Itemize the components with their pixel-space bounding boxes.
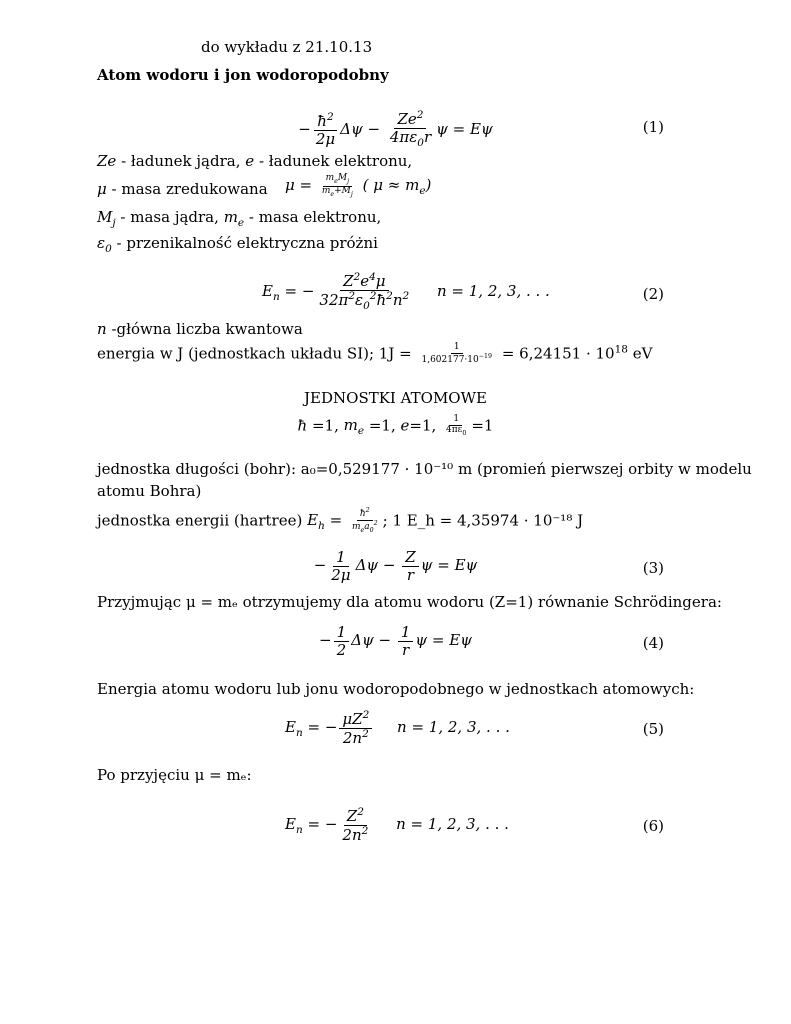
equation-3-number: (3)	[642, 559, 664, 577]
equation-5-number: (5)	[642, 720, 664, 738]
after-text: Po przyjęciu μ = mₑ:	[97, 766, 252, 784]
energy-atomic-text: Energia atomu wodoru lub jonu wodoropodobnego w jednostkach atomowych:	[97, 680, 695, 698]
equation-1-number: (1)	[642, 118, 664, 136]
def-eps: $\varepsilon_0$ - przenikalność elektryczna próżni	[97, 234, 378, 255]
equation-6: $E_n$ = − $\frac{Z^2}{2n^2}$ n = 1, 2, 3, . . .	[285, 806, 509, 844]
equation-4-number: (4)	[642, 634, 664, 652]
def-mj: $M_j$ - masa jądra, $m_e$ - masa elektronu,	[97, 208, 382, 229]
equation-6-number: (6)	[642, 817, 664, 835]
energy-si-line: energia w J (jednostkach układu SI); 1J = $\frac{1}{1,602177\cdot 10^{-19}}$ = $6,24151 \cdot 10^{18}$ eV	[97, 342, 653, 365]
equation-4: − $\frac{1}{2}$ Δψ − $\frac{1}{r}$ ψ = Eψ	[319, 623, 472, 659]
assumption-text: Przyjmując μ = mₑ otrzymujemy dla atomu wodoru (Z=1) równanie Schrödingera:	[97, 593, 722, 611]
equation-1: − $\frac{ħ^2}{2\mu}$ Δψ − $\frac{Ze^2}{4\pi\varepsilon_0r}$ ψ = Eψ	[298, 109, 493, 149]
energy-unit-line: jednostka energii (hartree) $E_h$ = $\frac{ħ^2}{m_ea_0^2}$ ; 1 E_h = 4,35974 · 10⁻¹⁸ J	[97, 507, 584, 534]
equation-5: $E_n$ = − $\frac{\mu Z^2}{2n^2}$ n = 1, 2, 3, . . .	[285, 709, 510, 747]
def-ze: Ze - ładunek jądra, e - ładunek elektronu,	[97, 152, 413, 170]
length-unit-line2: atomu Bohra)	[97, 482, 202, 500]
atomic-units-list: ħ =1, $m_e =1$, e=1, $\frac{1}{4\pi\varepsilon_0}$ =1	[297, 414, 494, 438]
equation-3: − $\frac{1}{2\mu}$ Δψ − $\frac{Z}{r}$ ψ = Eψ	[313, 548, 478, 584]
equation-2-number: (2)	[642, 285, 664, 303]
atomic-units-heading: JEDNOSTKI ATOMOWE	[304, 389, 487, 407]
equation-2: $E_n$ = − $\frac{Z^2e^4\mu}{32\pi^2\varepsilon_0^2ħ^2n^2}$ n = 1, 2, 3, . . .	[262, 271, 550, 312]
header-date: do wykładu z 21.10.13	[201, 38, 373, 56]
def-mu: μ - masa zredukowana	[97, 180, 268, 198]
mu-formula: μ = $\frac{m_eM_j}{m_e+M_j}$ ( $\mu \approx m_e$)	[285, 173, 432, 198]
length-unit-line1: jednostka długości (bohr): a₀=0,529177 · 10⁻¹⁰ m (promień pierwszej orbity w modelu	[97, 460, 752, 478]
quantum-number-def: n -główna liczba kwantowa	[97, 320, 303, 338]
page-title: Atom wodoru i jon wodoropodobny	[97, 66, 389, 84]
